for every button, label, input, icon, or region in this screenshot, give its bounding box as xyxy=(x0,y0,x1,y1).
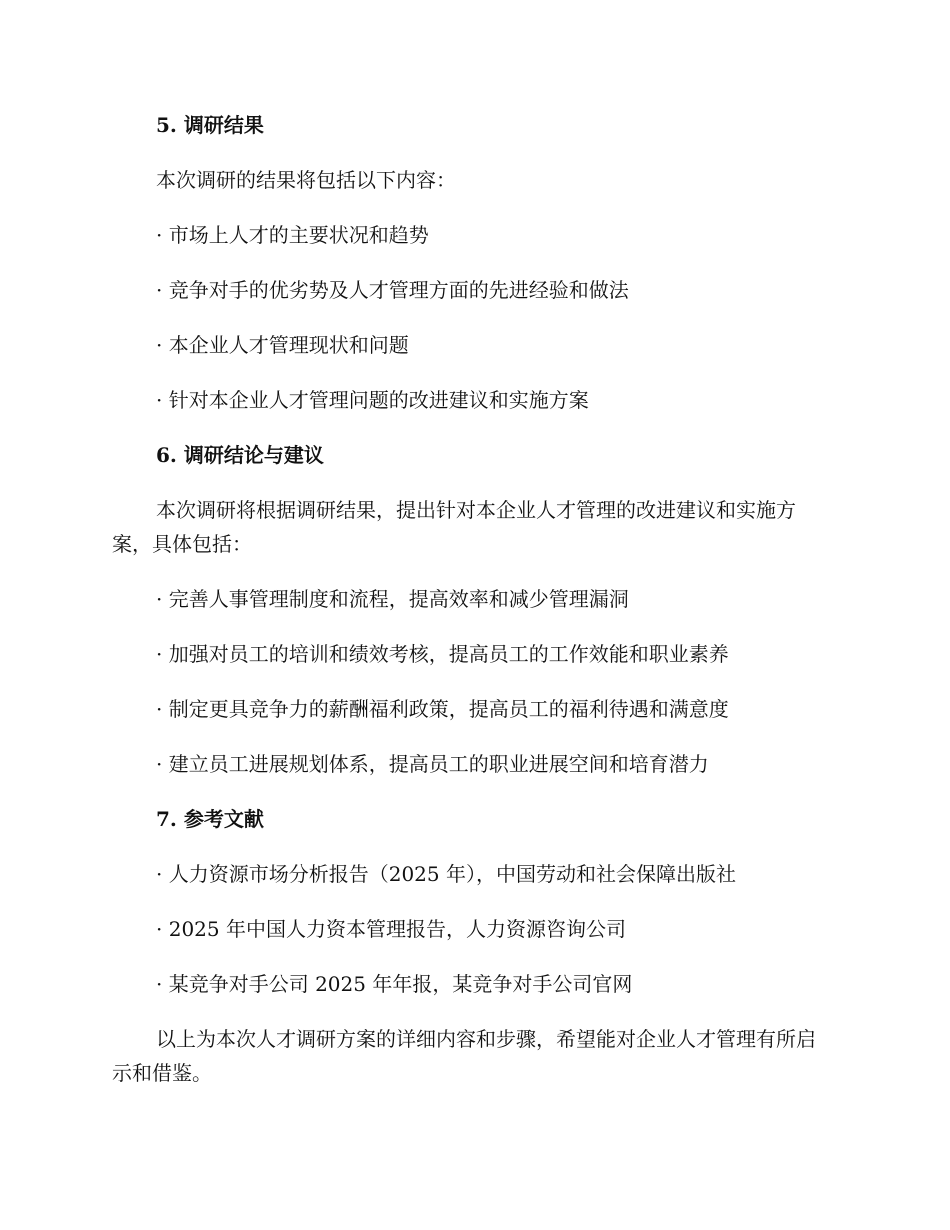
reference-item: · 2025 年中国人力资本管理报告，人力资源咨询公司 xyxy=(156,917,626,941)
list-item: · 市场上人才的主要状况和趋势 xyxy=(156,223,429,247)
reference-item: · 人力资源市场分析报告（2025 年），中国劳动和社会保障出版社 xyxy=(156,862,736,886)
list-item: · 竞争对手的优劣势及人才管理方面的先进经验和做法 xyxy=(156,278,629,302)
conclusions-intro: 本次调研将根据调研结果，提出针对本企业人才管理的改进建议和实施方案，具体包括： xyxy=(112,498,796,556)
reference-item: · 某竞争对手公司 2025 年年报，某竞争对手公司官网 xyxy=(156,972,633,996)
section-heading-conclusions: 6. 调研结论与建议 xyxy=(156,443,324,467)
closing-paragraph: 以上为本次人才调研方案的详细内容和步骤，希望能对企业人才管理有所启示和借鉴。 xyxy=(112,1027,816,1085)
list-item: · 针对本企业人才管理问题的改进建议和实施方案 xyxy=(156,388,589,412)
results-intro: 本次调研的结果将包括以下内容： xyxy=(156,168,456,192)
list-item: · 本企业人才管理现状和问题 xyxy=(156,333,409,357)
list-item: · 加强对员工的培训和绩效考核，提高员工的工作效能和职业素养 xyxy=(156,642,729,666)
list-item: · 完善人事管理制度和流程，提高效率和减少管理漏洞 xyxy=(156,587,629,611)
section-heading-results: 5. 调研结果 xyxy=(156,113,264,137)
section-heading-references: 7. 参考文献 xyxy=(156,807,264,831)
document-page xyxy=(112,108,834,1111)
list-item: · 建立员工进展规划体系，提高员工的职业进展空间和培育潜力 xyxy=(156,752,709,776)
list-item: · 制定更具竞争力的薪酬福利政策，提高员工的福利待遇和满意度 xyxy=(156,697,729,721)
